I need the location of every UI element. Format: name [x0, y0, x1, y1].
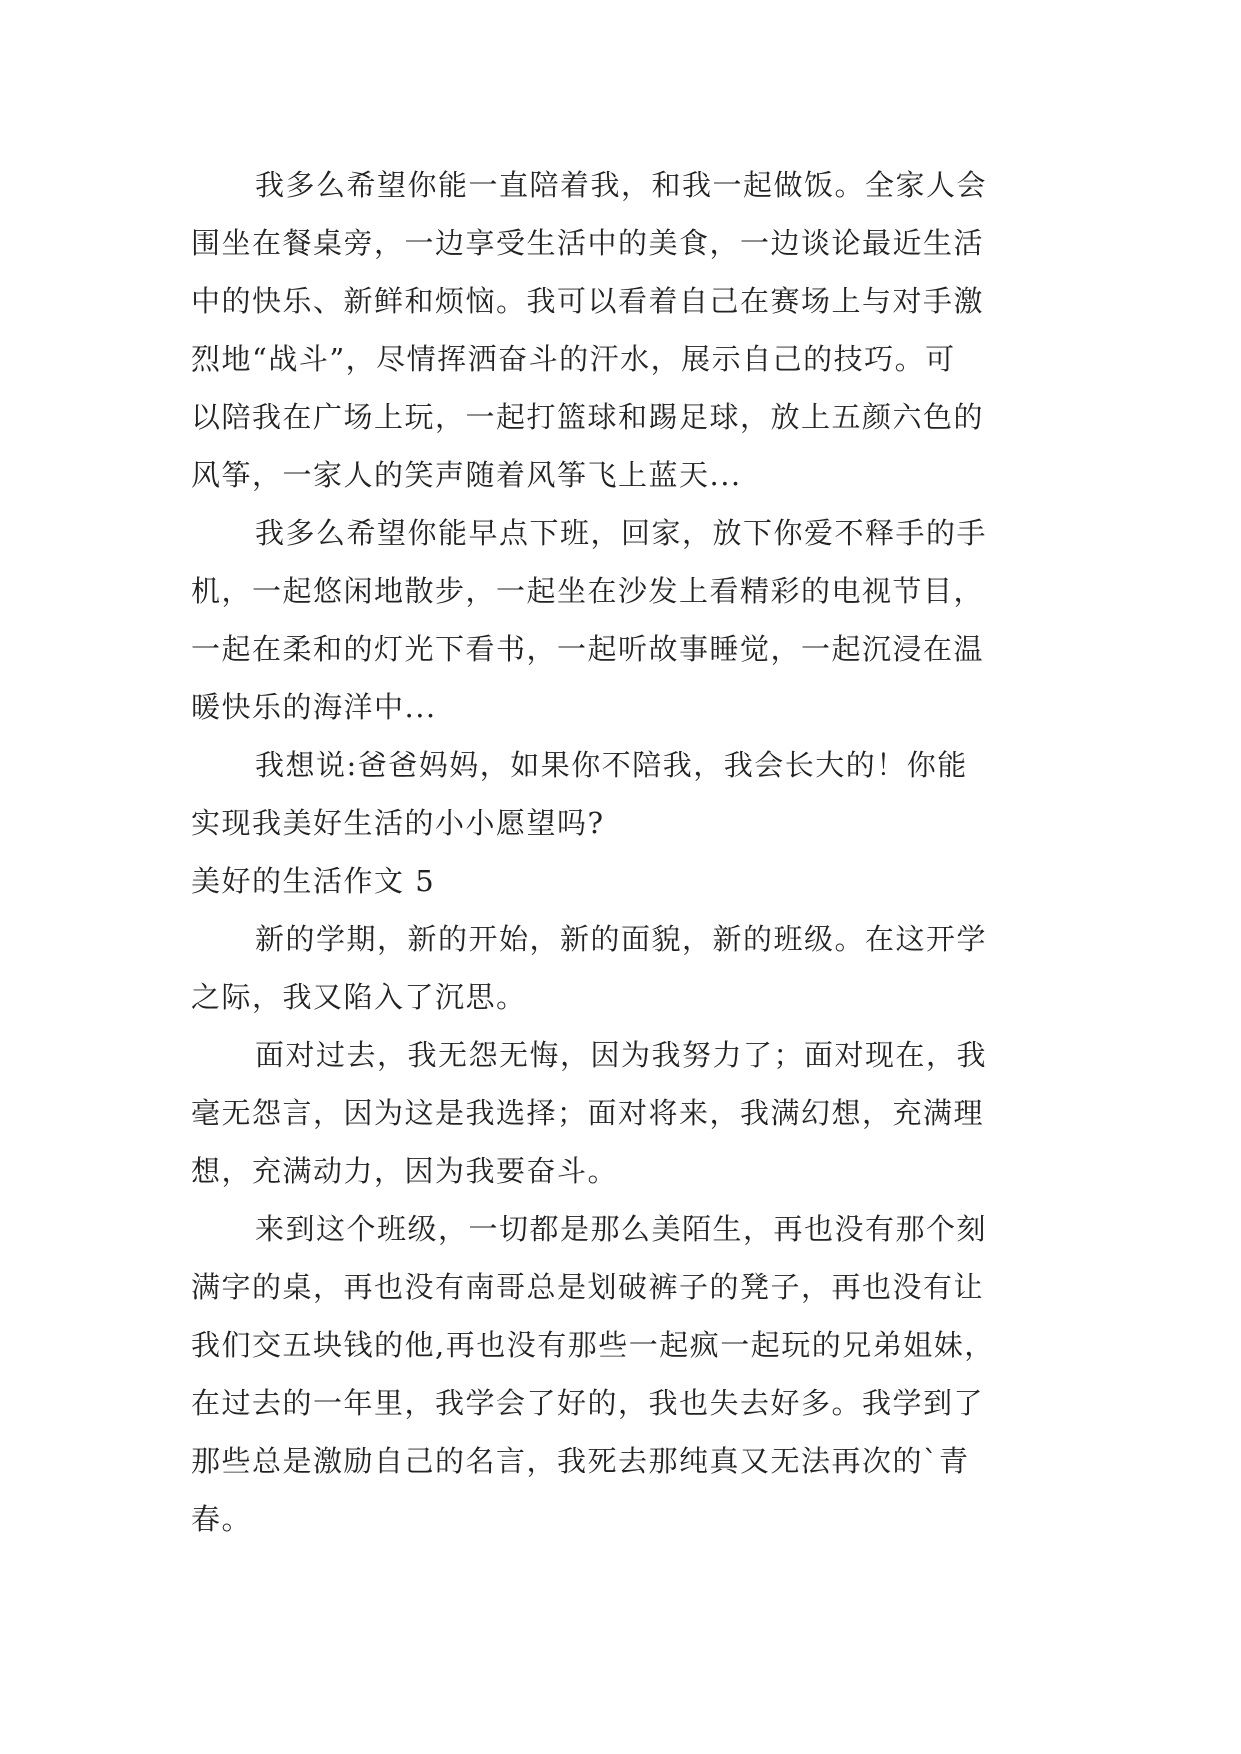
text-line: 那些总是激励自己的名言，我死去那纯真又无法再次的`青 — [191, 1444, 970, 1478]
text-line: 新的学期，新的开始，新的面貌，新的班级。在这开学 — [255, 922, 988, 956]
text-line: 以陪我在广场上玩，一起打篮球和踢足球，放上五颜六色的 — [191, 400, 985, 434]
text-line: 暖快乐的海洋中... — [191, 690, 437, 724]
paragraph — [191, 1200, 1071, 1548]
paragraph — [191, 910, 1071, 1026]
text-line: 我想说:爸爸妈妈，如果你不陪我，我会长大的！你能 — [255, 748, 968, 782]
text-line: 实现我美好生活的小小愿望吗? — [191, 806, 605, 840]
text-line: 毫无怨言，因为这是我选择；面对将来，我满幻想，充满理 — [191, 1096, 985, 1130]
text-line: 我多么希望你能一直陪着我，和我一起做饭。全家人会 — [255, 168, 988, 202]
text-line: 我多么希望你能早点下班，回家，放下你爱不释手的手 — [255, 516, 988, 550]
text-line: 风筝，一家人的笑声随着风筝飞上蓝天... — [191, 458, 742, 492]
paragraph — [191, 1026, 1071, 1200]
text-line: 满字的桌，再也没有南哥总是划破裤子的凳子，再也没有让 — [191, 1270, 985, 1304]
text-line: 来到这个班级，一切都是那么美陌生，再也没有那个刻 — [255, 1212, 988, 1246]
text-line: 围坐在餐桌旁，一边享受生活中的美食，一边谈论最近生活 — [191, 226, 985, 260]
text-line: 春。 — [191, 1502, 253, 1536]
text-line: 想，充满动力，因为我要奋斗。 — [191, 1154, 619, 1188]
document-body — [191, 156, 1071, 1548]
paragraph — [191, 156, 1071, 504]
paragraph — [191, 736, 1071, 852]
text-line: 中的快乐、新鲜和烦恼。我可以看着自己在赛场上与对手激 — [191, 284, 985, 318]
text-line: 我们交五块钱的他,再也没有那些一起疯一起玩的兄弟姐妹， — [191, 1328, 995, 1362]
text-line: 之际，我又陷入了沉思。 — [191, 980, 527, 1014]
text-line: 一起在柔和的灯光下看书，一起听故事睡觉，一起沉浸在温 — [191, 632, 985, 666]
text-line: 烈地“战斗”，尽情挥洒奋斗的汗水，展示自己的技巧。可 — [191, 342, 956, 376]
text-line: 在过去的一年里，我学会了好的，我也失去好多。我学到了 — [191, 1386, 985, 1420]
text-line: 机，一起悠闲地散步，一起坐在沙发上看精彩的电视节目， — [191, 574, 985, 608]
section-title: 美好的生活作文 5 — [191, 864, 436, 898]
text-line: 面对过去，我无怨无悔，因为我努力了；面对现在，我 — [255, 1038, 988, 1072]
paragraph — [191, 504, 1071, 736]
